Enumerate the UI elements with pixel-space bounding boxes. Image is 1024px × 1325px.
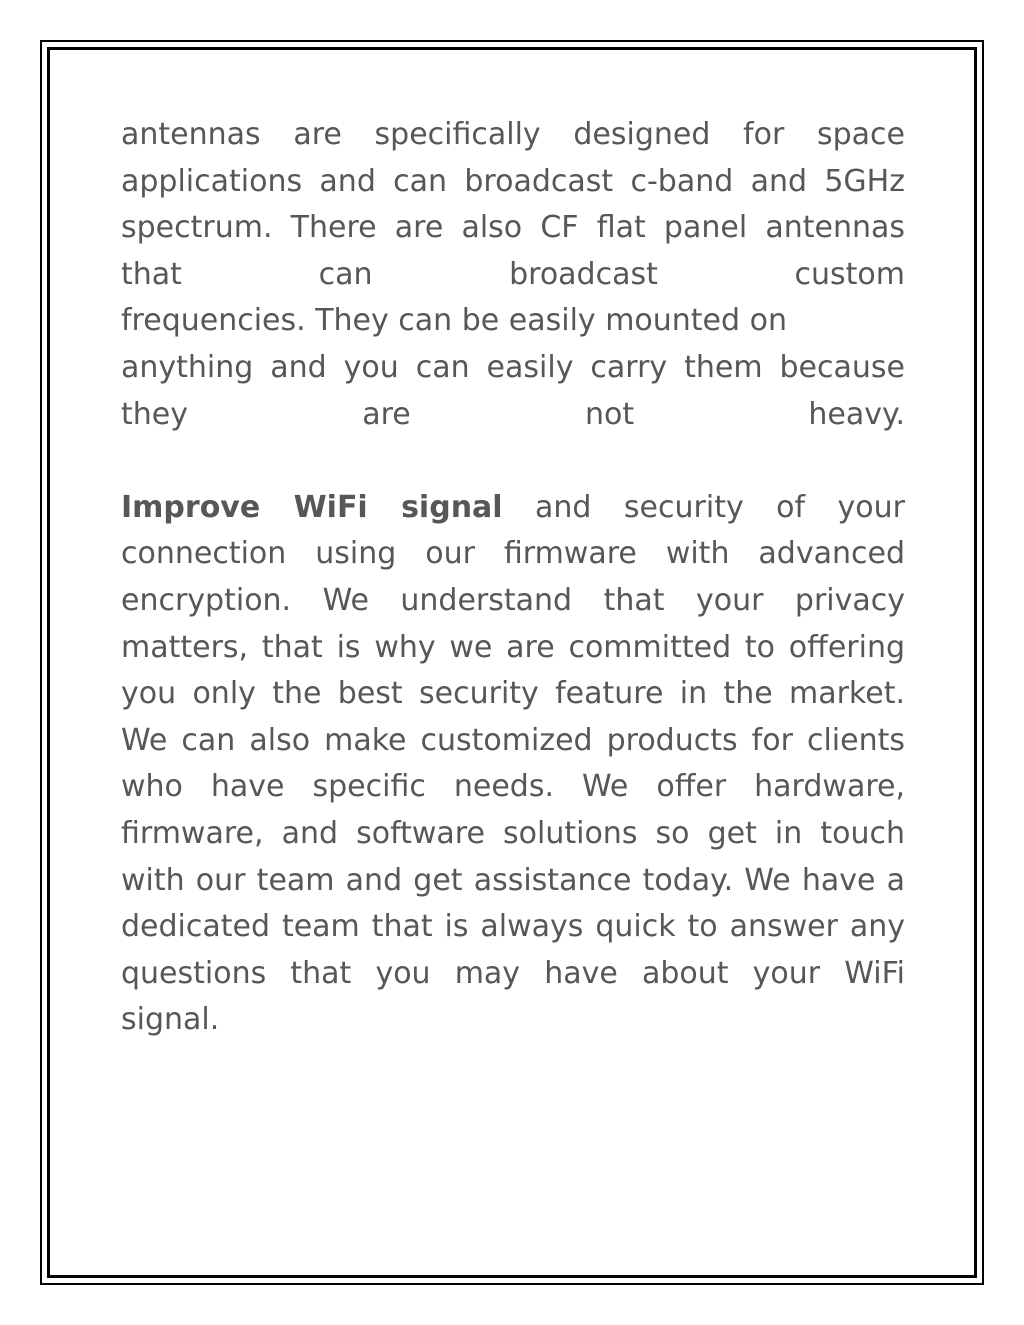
paragraph-wifi-body: and security of your connection using our firmware with advanced encryption. We understand that your privacy matters, that is why we are committed to offering you only the best security feature in the market. We can also make customized products for clients who have specific needs. We offer hardware, firmware, and software solutions so get in touch with our team and get assistance today. We have a dedicated team that is always quick to answer any questions that you may have about your WiFi signal. — [121, 489, 905, 1038]
paragraph-wifi-signal — [121, 485, 905, 1044]
document-body — [121, 112, 905, 1044]
paragraph-spacer — [121, 438, 905, 485]
bold-lead-text: Improve WiFi signal — [121, 489, 503, 525]
paragraph-antennas-part1: antennas are specifically designed for space applications and can broadcast c-band and 5GHz spectrum. There are also CF flat panel antennas that can broadcast custom — [121, 117, 905, 292]
paragraph-antennas-part2: frequencies. They can be easily mounted on — [121, 303, 787, 339]
paragraph-antennas-part3: anything and you can easily carry them because they are not heavy. — [121, 349, 905, 432]
